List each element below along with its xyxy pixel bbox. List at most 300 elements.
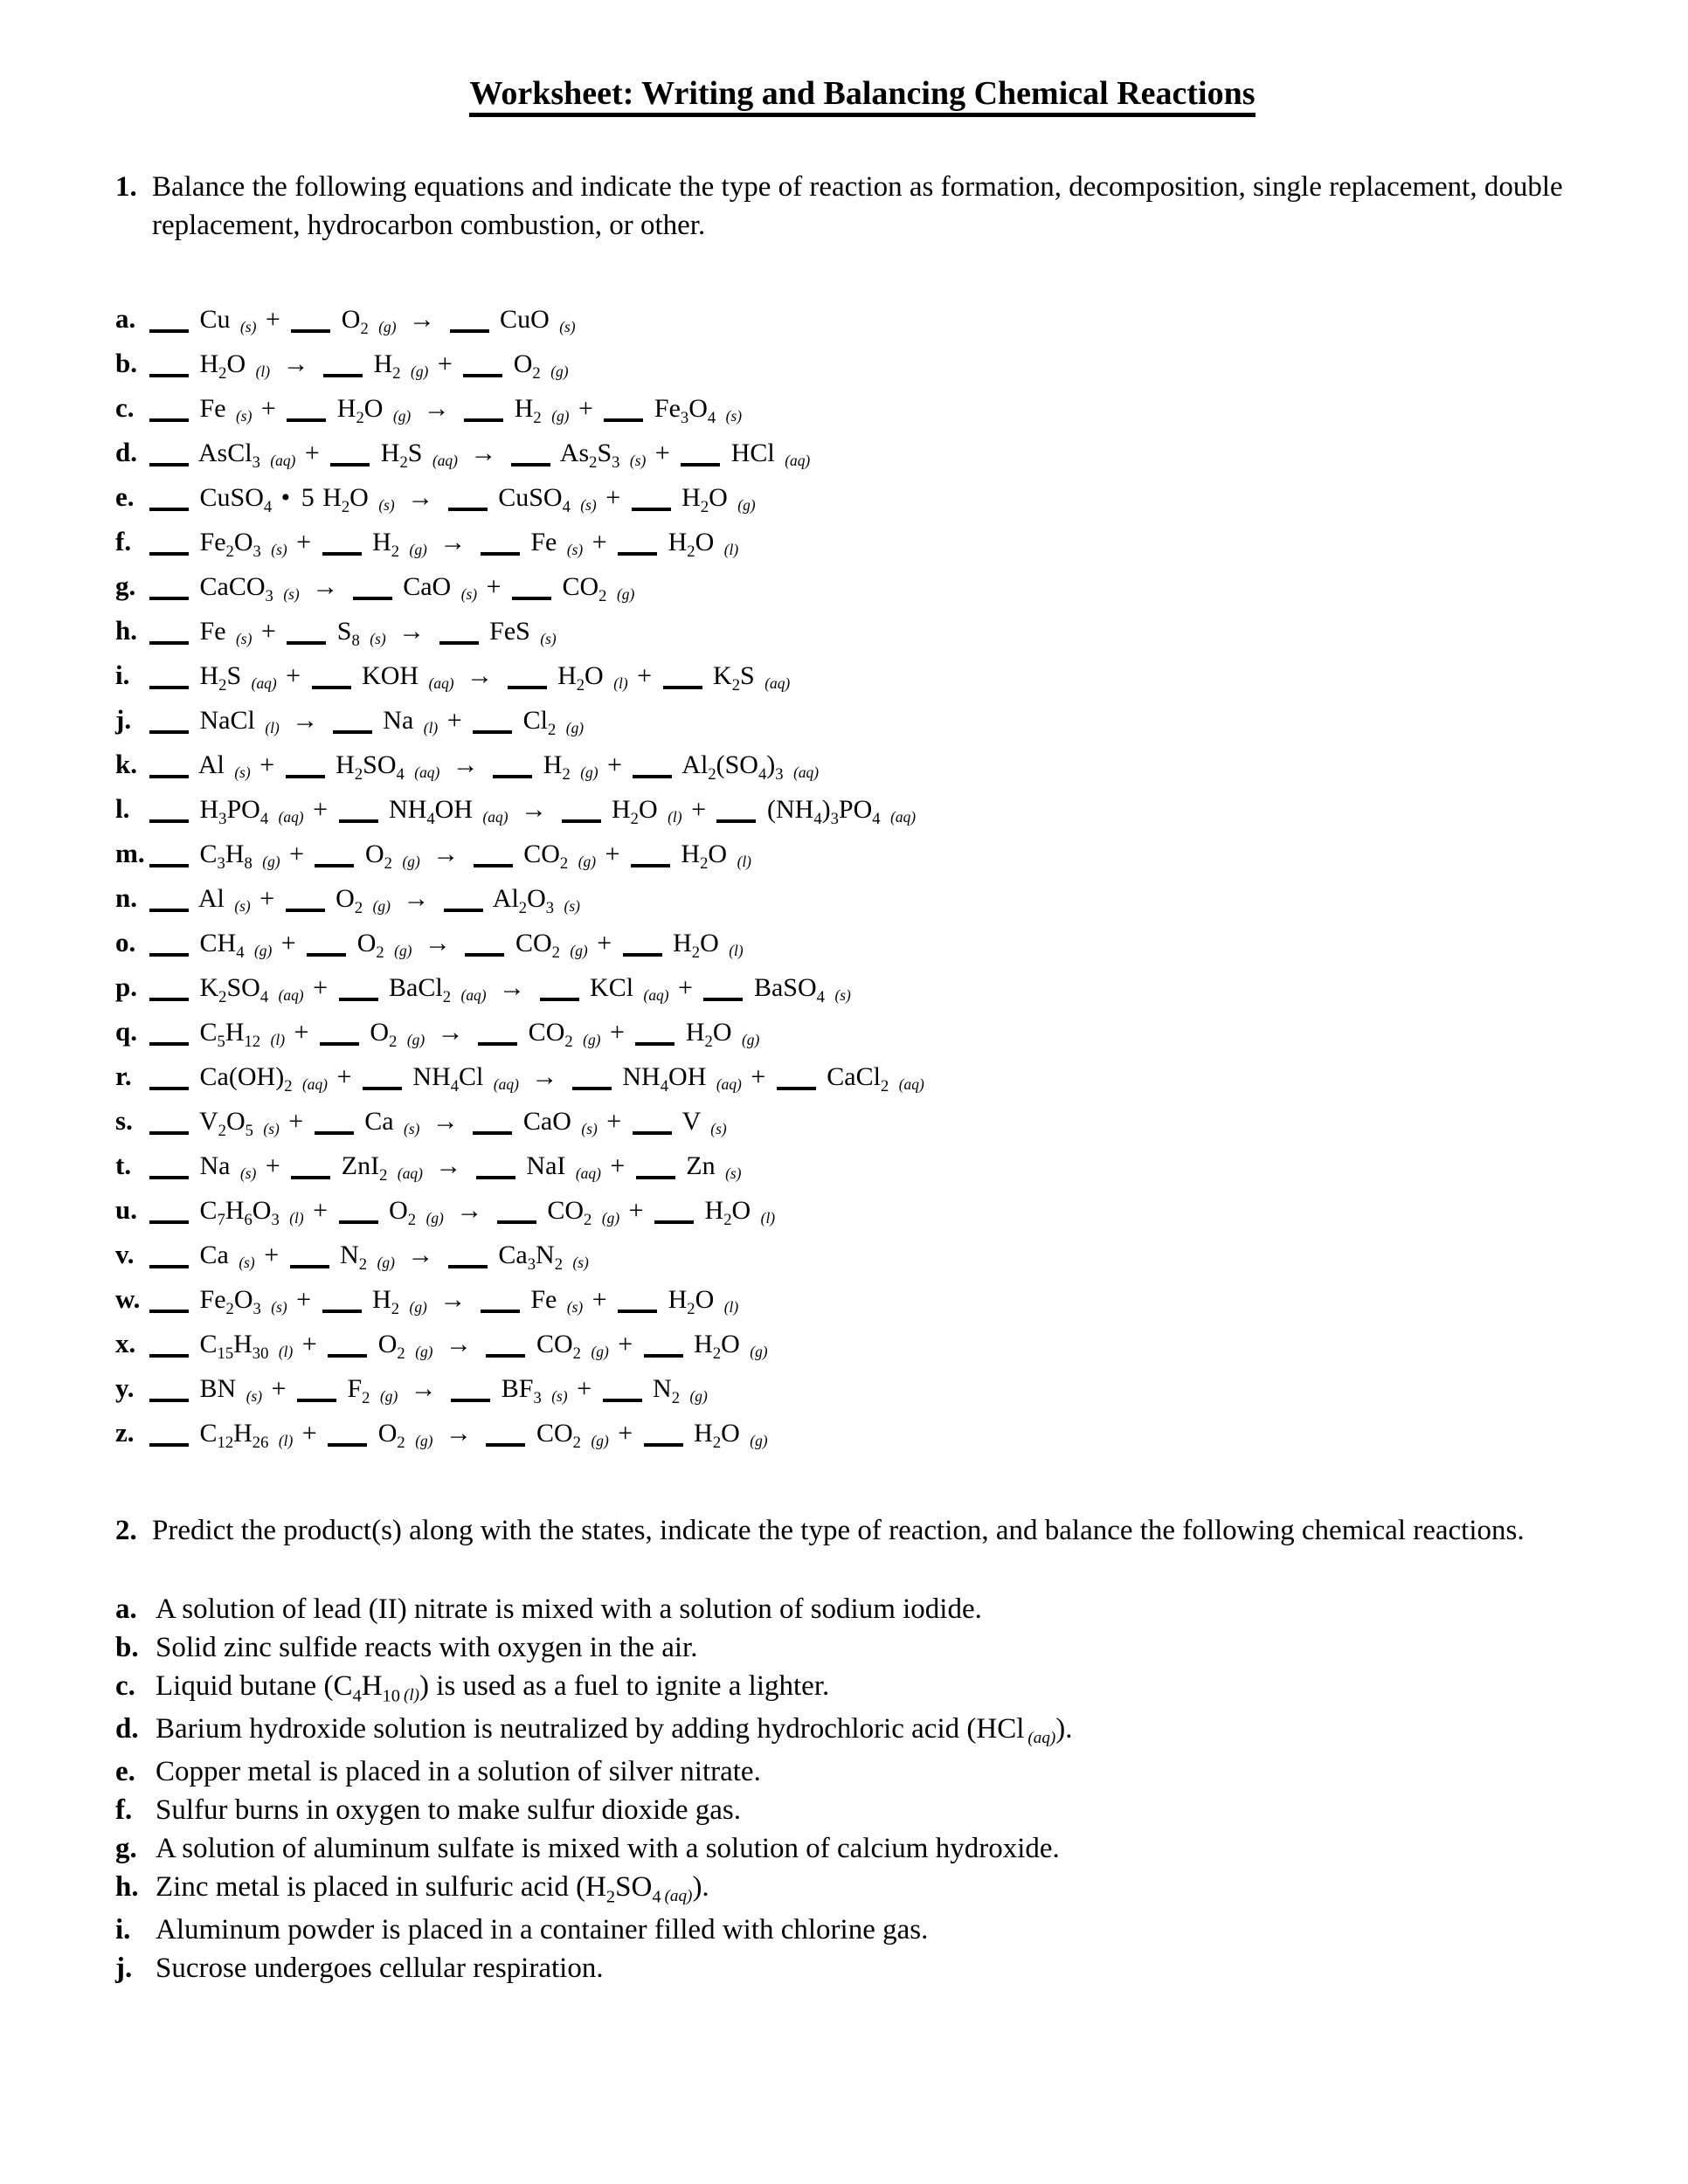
equation-row xyxy=(115,1056,1609,1101)
chemical-formula: $V_2O_5$ xyxy=(198,1106,253,1140)
prediction-row xyxy=(115,1628,1609,1667)
answer-blank xyxy=(716,797,756,823)
equation-list xyxy=(115,299,1609,1457)
item-label: j. xyxy=(115,703,132,735)
prediction-text: Aluminum powder is placed in a container filled with chlorine gas. xyxy=(156,1913,929,1946)
state-symbol: (aq) xyxy=(428,674,454,693)
chemical-formula: $Cl_2$ xyxy=(522,705,557,739)
plus-operator: + xyxy=(577,1373,592,1403)
equation xyxy=(148,1195,776,1229)
state-symbol: (s) xyxy=(240,1165,257,1183)
answer-blank xyxy=(149,752,189,778)
plus-operator: + xyxy=(618,1329,633,1358)
answer-blank xyxy=(149,440,189,467)
answer-blank xyxy=(632,485,671,511)
chemical-formula: CuSO$_4$ xyxy=(498,482,571,516)
chemical-formula: $O_2$ xyxy=(513,349,541,383)
answer-blank xyxy=(315,1109,354,1135)
reaction-arrow: → xyxy=(432,839,460,868)
reaction-arrow: → xyxy=(435,1151,462,1180)
answer-blank xyxy=(497,1198,536,1224)
prediction-row xyxy=(115,1868,1609,1911)
answer-blank xyxy=(291,307,330,333)
chemical-formula: Ca xyxy=(199,1240,229,1269)
state-symbol: (s) xyxy=(460,585,478,604)
state-symbol: (aq) xyxy=(898,1075,924,1094)
equation-row xyxy=(115,700,1609,744)
state-symbol: (l) xyxy=(729,942,744,960)
equation xyxy=(148,571,635,605)
chemical-formula: $NH_4Cl$ xyxy=(412,1061,484,1095)
prediction-text: Liquid butane ($C_4H_{10}$ (l)) is used as a fuel to ignite a lighter. xyxy=(156,1669,830,1706)
state-symbol: (s) xyxy=(239,1254,255,1272)
equation-row xyxy=(115,1101,1609,1145)
chemical-formula: $F_2$ xyxy=(347,1373,370,1407)
item-label: a. xyxy=(115,1593,137,1625)
reaction-arrow: → xyxy=(445,1329,472,1358)
answer-blank xyxy=(291,1153,330,1179)
answer-blank xyxy=(149,307,189,333)
reaction-arrow: → xyxy=(410,1373,437,1403)
chemical-formula: $H_2O$ xyxy=(612,794,658,828)
state-symbol: (s) xyxy=(240,318,257,336)
prediction-text: Sucrose undergoes cellular respiration. xyxy=(156,1952,604,1984)
state-symbol: (s) xyxy=(566,541,584,559)
item-label: n. xyxy=(115,881,137,913)
chemical-formula: $CH_4$ xyxy=(199,928,245,962)
equation-row xyxy=(115,566,1609,611)
equation-row xyxy=(115,655,1609,700)
answer-blank xyxy=(644,1331,683,1358)
equation-row xyxy=(115,1368,1609,1413)
answer-blank xyxy=(149,886,189,912)
equation-row xyxy=(115,299,1609,343)
answer-blank xyxy=(681,440,720,467)
answer-blank xyxy=(320,1019,359,1046)
chemical-formula: $H_2O$ xyxy=(694,1329,740,1363)
answer-blank xyxy=(635,1019,675,1046)
state-symbol: (g) xyxy=(253,942,273,960)
equation xyxy=(148,438,811,472)
state-symbol: (l) xyxy=(723,541,739,559)
chemical-formula: $C_3H_8$ xyxy=(199,839,253,873)
chemical-formula: $H_2O$ xyxy=(704,1195,751,1229)
plus-operator: + xyxy=(678,972,693,1002)
chemical-formula: Zn xyxy=(686,1151,716,1180)
equation xyxy=(148,839,751,873)
answer-blank xyxy=(328,1420,367,1447)
chemical-formula: $H_2SO_4$ xyxy=(336,750,405,784)
item-label: i. xyxy=(115,1913,131,1946)
chemical-formula: V xyxy=(681,1106,701,1136)
chemical-formula: $H_2$ xyxy=(543,750,571,784)
answer-blank xyxy=(478,1019,517,1046)
chemical-formula: $H_3PO_4$ xyxy=(199,794,269,828)
item-label: u. xyxy=(115,1193,137,1225)
chemical-formula: $Fe_2O_3$ xyxy=(199,527,261,561)
chemical-formula: $(NH_4)_3PO_4$ xyxy=(766,794,881,828)
prediction-text: A solution of aluminum sulfate is mixed with a solution of calcium hydroxide. xyxy=(156,1832,1060,1864)
reaction-arrow: → xyxy=(409,304,436,334)
answer-blank xyxy=(604,396,643,422)
prediction-list xyxy=(115,1590,1609,1987)
state-symbol: (aq) xyxy=(716,1075,742,1094)
answer-blank xyxy=(149,1019,189,1046)
chemical-formula: $H_2$ xyxy=(372,527,400,561)
answer-blank xyxy=(663,663,702,689)
answer-blank xyxy=(618,1287,657,1313)
state-symbol: (s) xyxy=(581,1120,598,1138)
prediction-row xyxy=(115,1667,1609,1710)
answer-blank xyxy=(149,351,189,377)
plus-operator: + xyxy=(294,1017,309,1047)
chemical-formula: $CO_2$ xyxy=(536,1418,581,1452)
prediction-text: Sulfur burns in oxygen to make sulfur dioxide gas. xyxy=(156,1794,741,1826)
equation-row xyxy=(115,923,1609,967)
plus-operator: + xyxy=(313,1195,329,1225)
plus-operator: + xyxy=(591,527,607,556)
chemical-formula: $Ca(OH)_2$ xyxy=(199,1061,293,1095)
equation-row xyxy=(115,522,1609,566)
question-1 xyxy=(115,168,1609,245)
state-symbol: (s) xyxy=(370,630,386,648)
reaction-arrow: → xyxy=(456,1195,483,1225)
item-label: h. xyxy=(115,614,137,646)
plus-operator: + xyxy=(301,1329,317,1358)
plus-operator: + xyxy=(607,750,622,779)
item-label: e. xyxy=(115,1755,135,1787)
answer-blank xyxy=(353,574,392,600)
chemical-formula: $H_2$ xyxy=(514,393,542,427)
equation xyxy=(148,349,569,383)
plus-operator: + xyxy=(609,1017,625,1047)
state-symbol: (l) xyxy=(278,1343,294,1361)
answer-blank xyxy=(481,529,520,556)
chemical-formula: FeS xyxy=(489,616,530,646)
answer-blank xyxy=(493,752,532,778)
chemical-formula: $N_2$ xyxy=(340,1240,368,1274)
plus-operator: + xyxy=(265,1151,280,1180)
chemical-formula: CaO xyxy=(522,1106,571,1136)
answer-blank xyxy=(322,529,362,556)
prediction-text: Barium hydroxide solution is neutralized by adding hydrochloric acid (HCl (aq)). xyxy=(156,1712,1073,1747)
chemical-formula: KOH xyxy=(362,660,419,690)
reaction-arrow: → xyxy=(423,393,450,423)
chemical-formula: $As_2S_3$ xyxy=(559,438,620,472)
reaction-arrow: → xyxy=(439,1284,467,1314)
state-symbol: (s) xyxy=(246,1387,263,1406)
state-symbol: (l) xyxy=(265,719,280,737)
plus-operator: + xyxy=(486,571,502,601)
plus-operator: + xyxy=(597,928,612,957)
state-symbol: (aq) xyxy=(785,452,811,470)
equation xyxy=(148,393,743,427)
plus-operator: + xyxy=(289,839,304,868)
state-symbol: (l) xyxy=(737,853,751,871)
equation xyxy=(148,1329,768,1363)
plus-operator: + xyxy=(437,349,453,378)
state-symbol: (aq) xyxy=(251,674,277,693)
prediction-text: Solid zinc sulfide reacts with oxygen in the air. xyxy=(156,1631,698,1663)
state-symbol: (aq) xyxy=(278,808,304,826)
equation-row xyxy=(115,432,1609,477)
equation-row xyxy=(115,611,1609,655)
answer-blank xyxy=(322,1287,362,1313)
answer-blank xyxy=(486,1420,525,1447)
answer-blank xyxy=(149,574,189,600)
answer-blank xyxy=(465,930,504,957)
item-label: d. xyxy=(115,436,137,467)
state-symbol: (s) xyxy=(234,897,251,916)
chemical-formula: $CO_2$ xyxy=(528,1017,573,1051)
reaction-arrow: → xyxy=(407,1240,434,1269)
state-symbol: (aq) xyxy=(493,1075,519,1094)
answer-blank xyxy=(149,1331,189,1358)
answer-blank xyxy=(444,886,483,912)
state-symbol: (s) xyxy=(725,407,743,425)
chemical-formula: $S_8$ xyxy=(336,616,360,650)
answer-blank xyxy=(149,619,189,645)
state-symbol: (l) xyxy=(403,1685,420,1704)
page-title-text: Worksheet: Writing and Balancing Chemical Reactions xyxy=(469,75,1255,117)
answer-blank xyxy=(654,1198,694,1224)
answer-blank xyxy=(149,930,189,957)
prediction-text: Zinc metal is placed in sulfuric acid ($H_2SO_4$ (aq)). xyxy=(156,1870,709,1907)
item-label: f. xyxy=(115,525,132,556)
prediction-row xyxy=(115,1590,1609,1628)
equation-row xyxy=(115,477,1609,522)
prediction-row xyxy=(115,1752,1609,1791)
chemical-formula: $H_2O$ xyxy=(322,482,369,516)
state-symbol: (g) xyxy=(378,318,397,336)
state-symbol: (aq) xyxy=(397,1165,423,1183)
plus-operator: + xyxy=(618,1418,633,1448)
equation-row xyxy=(115,789,1609,833)
equation-row xyxy=(115,833,1609,878)
item-label: k. xyxy=(115,748,137,779)
answer-blank xyxy=(703,975,743,1001)
answer-blank xyxy=(297,1376,336,1402)
state-symbol: (aq) xyxy=(432,452,458,470)
chemical-formula: $N_2$ xyxy=(653,1373,680,1407)
answer-blank xyxy=(476,1153,515,1179)
state-symbol: (s) xyxy=(725,1165,742,1183)
chemical-formula: $C_4H_{10}$ xyxy=(333,1669,400,1706)
chemical-formula: HCl xyxy=(976,1712,1025,1745)
answer-blank xyxy=(481,1287,520,1313)
answer-blank xyxy=(149,1376,189,1402)
state-symbol: (g) xyxy=(737,496,756,515)
chemical-formula: $CO_2$ xyxy=(547,1195,592,1229)
state-symbol: (s) xyxy=(566,1298,584,1317)
state-symbol: (s) xyxy=(271,1298,287,1317)
chemical-formula: $H_2O$ xyxy=(681,839,728,873)
equation xyxy=(148,928,744,962)
chemical-formula: $O_2$ xyxy=(341,304,369,338)
answer-blank xyxy=(633,752,672,778)
chemical-formula: $NH_4OH$ xyxy=(622,1061,707,1095)
plus-operator: + xyxy=(304,438,320,467)
answer-blank xyxy=(512,574,551,600)
reaction-arrow: → xyxy=(521,794,547,824)
item-label: q. xyxy=(115,1015,137,1047)
chemical-formula: $O_2$ xyxy=(364,839,392,873)
chemical-formula: Na xyxy=(383,705,414,735)
chemical-formula: CaO xyxy=(403,571,452,601)
state-symbol: (s) xyxy=(234,764,251,782)
plus-operator: + xyxy=(259,883,275,913)
state-symbol: (l) xyxy=(278,1432,294,1450)
state-symbol: (l) xyxy=(255,363,271,381)
answer-blank xyxy=(473,1109,512,1135)
state-symbol: (g) xyxy=(377,1254,395,1272)
answer-blank xyxy=(448,485,488,511)
item-label: i. xyxy=(115,659,130,690)
answer-blank xyxy=(149,1153,189,1179)
item-label: z. xyxy=(115,1416,135,1448)
state-symbol: (l) xyxy=(760,1209,776,1227)
state-symbol: (g) xyxy=(583,1031,601,1049)
chemical-formula: Ca xyxy=(364,1106,394,1136)
item-label: f. xyxy=(115,1794,133,1826)
chemical-formula: $BF_3$ xyxy=(501,1373,542,1407)
chemical-formula: $CO_2$ xyxy=(562,571,607,605)
equation xyxy=(148,705,585,739)
item-label: b. xyxy=(115,347,137,378)
state-symbol: (g) xyxy=(601,1209,620,1227)
state-symbol: (g) xyxy=(415,1432,433,1450)
equation-row xyxy=(115,744,1609,789)
hydrate-dot: • xyxy=(280,482,291,512)
answer-blank xyxy=(618,529,657,556)
page-title xyxy=(115,75,1609,114)
answer-blank xyxy=(448,1242,488,1268)
item-label: j. xyxy=(115,1952,133,1984)
equation xyxy=(148,883,580,917)
chemical-formula: $O_2$ xyxy=(370,1017,398,1051)
plus-operator: + xyxy=(637,660,653,690)
answer-blank xyxy=(636,1153,675,1179)
plus-operator: + xyxy=(606,1106,622,1136)
answer-blank xyxy=(562,797,601,823)
equation-row xyxy=(115,1012,1609,1056)
chemical-formula: $H_2S$ xyxy=(380,438,423,472)
plus-operator: + xyxy=(691,794,706,824)
answer-blank xyxy=(463,351,502,377)
state-symbol: (s) xyxy=(271,541,287,559)
equation xyxy=(148,750,820,784)
reaction-arrow: → xyxy=(398,616,425,646)
chemical-formula: $H_2O$ xyxy=(694,1418,740,1452)
state-symbol: (g) xyxy=(409,541,427,559)
answer-blank xyxy=(486,1331,525,1358)
state-symbol: (g) xyxy=(565,719,585,737)
answer-blank xyxy=(644,1420,683,1447)
equation xyxy=(148,1061,924,1095)
chemical-formula: BaCl$_2$ xyxy=(389,972,452,1006)
item-label: w. xyxy=(115,1282,141,1314)
state-symbol: (s) xyxy=(540,630,557,648)
item-label: o. xyxy=(115,926,136,957)
chemical-formula: Cu xyxy=(199,304,231,334)
state-symbol: (g) xyxy=(411,363,429,381)
answer-blank xyxy=(603,1376,642,1402)
state-symbol: (s) xyxy=(834,986,851,1005)
plus-operator: + xyxy=(610,1151,626,1180)
prediction-row xyxy=(115,1791,1609,1829)
chemical-formula: $H_2O$ xyxy=(199,349,246,383)
state-symbol: (g) xyxy=(591,1432,609,1450)
equation xyxy=(148,1106,727,1140)
answer-blank xyxy=(290,1242,329,1268)
answer-blank xyxy=(149,708,189,734)
chemical-formula: $O_2$ xyxy=(377,1329,405,1363)
answer-blank xyxy=(149,663,189,689)
chemical-formula: $H_2S$ xyxy=(199,660,242,695)
chemical-formula: $H_2O$ xyxy=(336,393,384,427)
chemical-formula: $H_2O$ xyxy=(673,928,719,962)
chemical-formula: $O_2$ xyxy=(356,928,384,962)
state-symbol: (s) xyxy=(283,585,300,604)
state-symbol: (g) xyxy=(570,942,588,960)
question-1-number: 1. xyxy=(115,170,137,203)
plus-operator: + xyxy=(578,393,593,423)
plus-operator: + xyxy=(296,1284,312,1314)
chemical-formula: $H_2$ xyxy=(372,1284,400,1318)
prediction-row xyxy=(115,1710,1609,1752)
answer-blank xyxy=(323,351,363,377)
reaction-arrow: → xyxy=(452,750,479,779)
chemical-formula: $C_{12}H_{26}$ xyxy=(199,1418,269,1452)
answer-blank xyxy=(363,1064,402,1090)
chemical-formula: Fe xyxy=(530,527,557,556)
chemical-formula: ZnI$_2$ xyxy=(341,1151,388,1185)
reaction-arrow: → xyxy=(531,1061,558,1091)
equation xyxy=(148,482,756,516)
state-symbol: (g) xyxy=(750,1343,768,1361)
reaction-arrow: → xyxy=(470,438,497,467)
state-symbol: (g) xyxy=(742,1031,760,1049)
equation xyxy=(148,1017,760,1051)
answer-blank xyxy=(328,1331,367,1358)
item-label: g. xyxy=(115,570,136,601)
item-label: p. xyxy=(115,971,137,1002)
state-symbol: (aq) xyxy=(793,764,820,782)
state-symbol: (aq) xyxy=(664,1886,693,1905)
question-2-number: 2. xyxy=(115,1514,137,1546)
state-symbol: (s) xyxy=(572,1254,589,1272)
answer-blank xyxy=(149,1420,189,1447)
state-symbol: (g) xyxy=(406,1031,425,1049)
reaction-arrow: → xyxy=(312,571,339,601)
state-symbol: (s) xyxy=(404,1120,420,1138)
state-symbol: (aq) xyxy=(414,764,440,782)
answer-blank xyxy=(149,797,189,823)
equation xyxy=(148,660,791,695)
reaction-arrow: → xyxy=(282,349,309,378)
chemical-formula: $K_2SO_4$ xyxy=(199,972,269,1006)
prediction-row xyxy=(115,1949,1609,1987)
plus-operator: + xyxy=(313,794,329,824)
state-symbol: (aq) xyxy=(270,452,296,470)
plus-operator: + xyxy=(654,438,670,467)
state-symbol: (aq) xyxy=(278,986,304,1005)
chemical-formula: Fe xyxy=(199,393,226,423)
chemical-formula: $H_2$ xyxy=(373,349,401,383)
state-symbol: (s) xyxy=(236,630,253,648)
equation-row xyxy=(115,1324,1609,1368)
answer-blank xyxy=(149,1064,189,1090)
